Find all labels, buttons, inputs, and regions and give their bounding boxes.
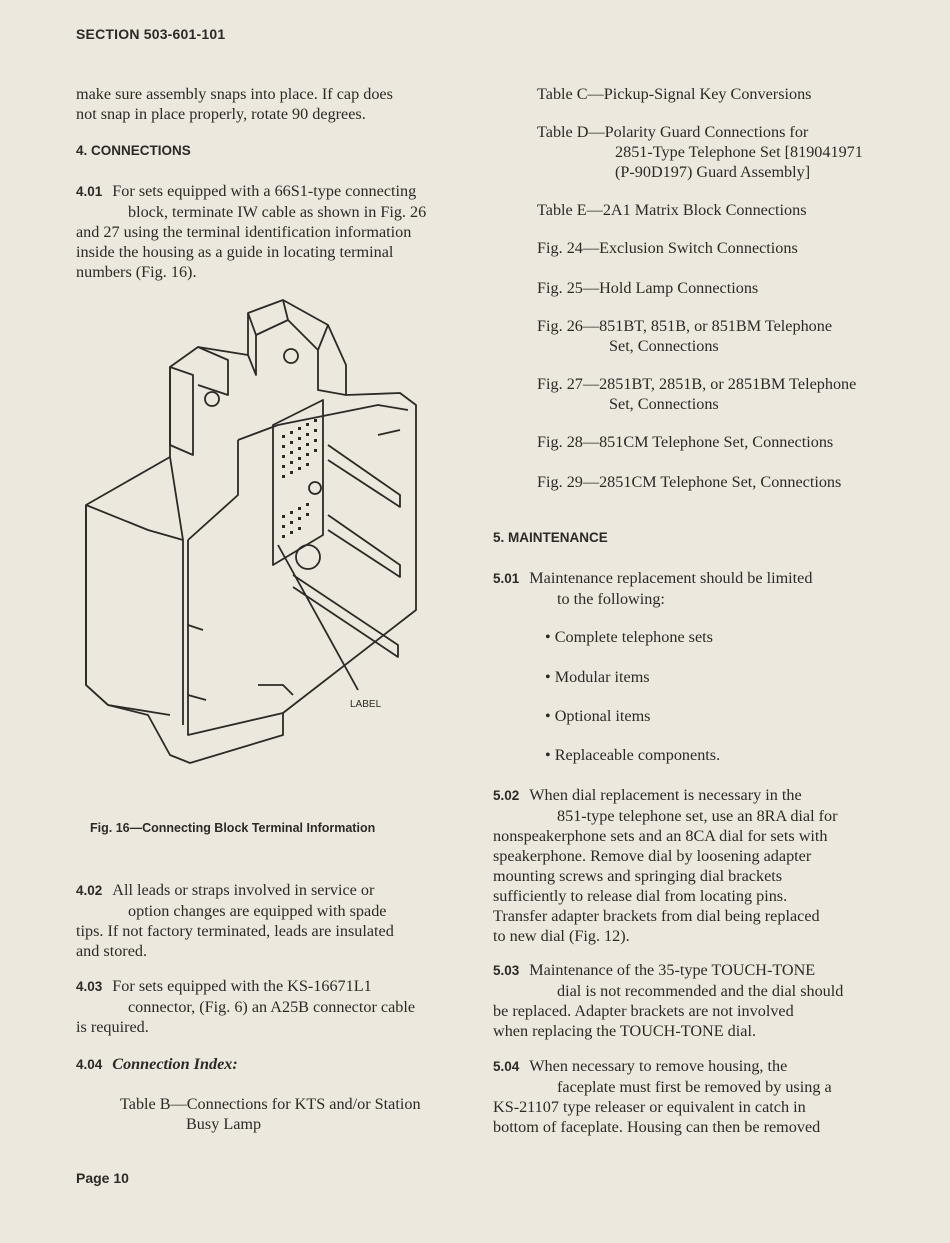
paragraph-4-04 bbox=[76, 1054, 466, 1075]
bullet-item: • Modular items bbox=[545, 668, 650, 686]
heading-connections: 4. CONNECTIONS bbox=[76, 143, 191, 158]
section-header: SECTION 503-601-101 bbox=[76, 26, 226, 42]
para-number: 4.01 bbox=[76, 184, 103, 199]
para-number: 4.04 bbox=[76, 1057, 103, 1072]
para-number: 5.02 bbox=[493, 788, 520, 803]
index-table-b: Table B—Connections for KTS and/or Station Busy Lamp bbox=[120, 1095, 421, 1133]
paragraph-4-01: 4.01 For sets equipped with a 66S1-type connecting block, terminate IW cable as shown in Fig. 26 and 27 using the terminal identification information inside the housing as a guide in locating terminal numbers (Fig. 16). bbox=[76, 182, 427, 281]
para-number: 4.03 bbox=[76, 979, 103, 994]
paragraph-5-02: 5.02 When dial replacement is necessary in the 851-type telephone set, use an 8RA dial for nonspeakerphone sets and an 8CA dial for sets with speakerphone. Remove dial by loosening adapter mounting screws and springing dial brackets sufficiently to release dial from locating pins. Transfer adapter brackets from dial being replaced to new dial (Fig. 12). bbox=[493, 786, 838, 945]
intro-paragraph: make sure assembly snaps into place. If cap does not snap in place properly, rotate 90 degrees. bbox=[76, 85, 393, 123]
figure-caption: Fig. 16—Connecting Block Terminal Information bbox=[90, 821, 376, 835]
connection-index-title: Connection Index: bbox=[112, 1055, 238, 1073]
index-fig-28: Fig. 28—851CM Telephone Set, Connections bbox=[537, 433, 834, 451]
paragraph-4-02: 4.02 All leads or straps involved in service or option changes are equipped with spade tips. If not factory terminated, leads are insulated and stored. bbox=[76, 881, 394, 960]
bullet-item: • Replaceable components. bbox=[545, 746, 721, 764]
bullet-item: • Complete telephone sets bbox=[545, 628, 713, 646]
index-table-c: Table C—Pickup-Signal Key Conversions bbox=[537, 85, 812, 103]
paragraph-5-03: 5.03 Maintenance of the 35-type TOUCH-TONE dial is not recommended and the dial should be replaced. Adapter brackets are not involved when replacing the TOUCH-TONE dial. bbox=[493, 961, 844, 1040]
paragraph-5-01: 5.01 Maintenance replacement should be limited to the following: bbox=[493, 569, 813, 608]
index-fig-27: Fig. 27—2851BT, 2851B, or 2851BM Telephone Set, Connections bbox=[537, 375, 857, 413]
index-table-d: Table D—Polarity Guard Connections for 2851-Type Telephone Set [819041971 (P-90D197) Guard Assembly] bbox=[537, 123, 863, 181]
index-table-e: Table E—2A1 Matrix Block Connections bbox=[537, 201, 807, 219]
index-fig-29: Fig. 29—2851CM Telephone Set, Connections bbox=[537, 473, 842, 491]
bullet-item: • Optional items bbox=[545, 707, 651, 725]
index-fig-25: Fig. 25—Hold Lamp Connections bbox=[537, 279, 759, 297]
page-number: Page 10 bbox=[76, 1170, 129, 1186]
para-number: 5.01 bbox=[493, 571, 520, 586]
housing-illustration bbox=[78, 295, 458, 775]
para-number: 5.03 bbox=[493, 963, 520, 978]
para-number: 4.02 bbox=[76, 883, 103, 898]
index-fig-26: Fig. 26—851BT, 851B, or 851BM Telephone Set, Connections bbox=[537, 317, 833, 355]
index-fig-24: Fig. 24—Exclusion Switch Connections bbox=[537, 239, 798, 257]
para-number: 5.04 bbox=[493, 1059, 520, 1074]
figure-label-text: LABEL bbox=[350, 699, 382, 710]
paragraph-4-03: 4.03 For sets equipped with the KS-16671L1 connector, (Fig. 6) an A25B connector cable is required. bbox=[76, 977, 416, 1036]
heading-maintenance: 5. MAINTENANCE bbox=[493, 530, 608, 545]
paragraph-5-04: 5.04 When necessary to remove housing, the faceplate must first be removed by using a KS-21107 type releaser or equivalent in catch in bottom of faceplate. Housing can then be removed bbox=[493, 1057, 832, 1136]
